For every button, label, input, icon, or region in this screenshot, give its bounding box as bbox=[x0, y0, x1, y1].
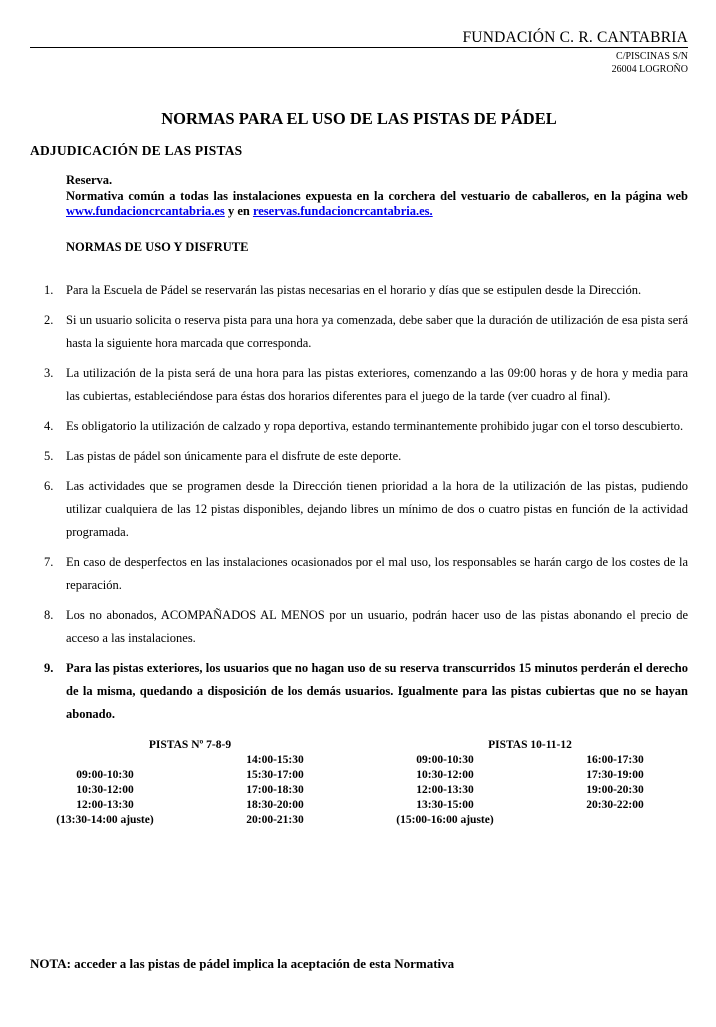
rules-list bbox=[30, 279, 688, 726]
rule-item-5 bbox=[30, 445, 688, 468]
rule-item-2 bbox=[30, 309, 688, 355]
org-address bbox=[30, 51, 688, 76]
rule-text: Las actividades que se programen desde la Dirección tienen prioridad a la hora de la utilización de las pistas, pudiendo utilizar cualquiera de las 12 pistas disponibles, dejando libres un mínimo de dos o cuatro pistas en función de la actividad programada. bbox=[66, 479, 688, 539]
rule-number: 8. bbox=[44, 608, 54, 622]
address-line-1: C/PISCINAS S/N bbox=[616, 51, 688, 62]
rule-text: La utilización de la pista será de una hora para las pistas exteriores, comenzando a las 09:00 horas y de hora y media para las cubiertas, estableciéndose para éstas dos horarios diferentes para el juego de la tarde (ver cuadro al final). bbox=[66, 366, 688, 403]
header-divider bbox=[30, 47, 688, 48]
schedule-cell: 13:30-15:00 bbox=[416, 799, 474, 811]
schedule-group-title-pistas-7-8-9: PISTAS Nº 7-8-9 bbox=[148, 739, 232, 751]
link-fundacion-website[interactable]: www.fundacioncrcantabria.es bbox=[66, 204, 225, 218]
address-line-2: 26004 LOGROÑO bbox=[611, 63, 688, 75]
schedule-cell: 10:30-12:00 bbox=[76, 784, 134, 796]
schedule-cell: 20:30-22:00 bbox=[586, 799, 644, 811]
rule-text: Para las pistas exteriores, los usuarios que no hagan uso de su reserva transcurridos 15 minutos perderán el derecho de la misma, quedando a disposición de los demás usuarios. Igualmente para las pistas cubiertas que no se hayan abonado. bbox=[66, 661, 688, 721]
schedule-cell: 20:00-21:30 bbox=[246, 814, 304, 826]
schedule-table bbox=[20, 738, 688, 828]
rule-number: 6. bbox=[44, 479, 54, 493]
rule-text: En caso de desperfectos en las instalaciones ocasionados por el mal uso, los responsables se harán cargo de los costes de la reparación. bbox=[66, 555, 688, 592]
rule-text: Es obligatorio la utilización de calzado y ropa deportiva, estando terminantemente prohibido jugar con el torso descubierto. bbox=[66, 419, 684, 433]
page-title: NORMAS PARA EL USO DE LAS PISTAS DE PÁDEL bbox=[161, 109, 557, 128]
schedule-cell: 10:30-12:00 bbox=[416, 769, 474, 781]
schedule-cell: 16:00-17:30 bbox=[586, 754, 644, 766]
rule-item-1 bbox=[30, 279, 688, 302]
reserva-text-before: Normativa común a todas las instalaciones expuesta en la corchera del vestuario de caballeros, en la página web bbox=[66, 188, 688, 203]
footer-note: NOTA: acceder a las pistas de pádel implica la aceptación de esta Normativa bbox=[30, 956, 455, 971]
schedule-cell-ajuste-left: (13:30-14:00 ajuste) bbox=[56, 814, 154, 826]
schedule-cell: 09:00-10:30 bbox=[76, 769, 134, 781]
rule-item-3 bbox=[30, 362, 688, 408]
rule-item-9 bbox=[30, 657, 688, 726]
rule-text: Para la Escuela de Pádel se reservarán las pistas necesarias en el horario y días que se estipulen desde la Dirección. bbox=[66, 283, 642, 297]
rule-item-8 bbox=[30, 604, 688, 650]
schedule-cell: 18:30-20:00 bbox=[246, 799, 304, 811]
schedule-cell: 17:30-19:00 bbox=[586, 769, 644, 781]
reserva-label: Reserva. bbox=[66, 173, 113, 187]
schedule-cell: 17:00-18:30 bbox=[246, 784, 304, 796]
rule-item-4 bbox=[30, 415, 688, 438]
org-name: FUNDACIÓN C. R. CANTABRIA bbox=[462, 29, 688, 46]
rule-number: 7. bbox=[44, 555, 54, 569]
reserva-paragraph bbox=[66, 189, 688, 220]
rule-number: 4. bbox=[44, 419, 54, 433]
rule-text: Las pistas de pádel son únicamente para el disfrute de este deporte. bbox=[66, 449, 402, 463]
link-reservas-website[interactable]: reservas.fundacioncrcantabria.es. bbox=[252, 204, 433, 218]
schedule-group-title-pistas-10-11-12: PISTAS 10-11-12 bbox=[488, 739, 572, 751]
rule-text: Si un usuario solicita o reserva pista para una hora ya comenzada, debe saber que la duración de utilización de esa pista será hasta la siguiente hora marcada que corresponda. bbox=[66, 313, 688, 350]
rule-number: 1. bbox=[44, 283, 54, 297]
rule-number: 3. bbox=[44, 366, 54, 380]
reserva-text-middle: y en bbox=[224, 204, 253, 218]
schedule-cell: 19:00-20:30 bbox=[586, 784, 644, 796]
schedule-cell bbox=[530, 813, 700, 828]
subsection-heading-normas: NORMAS DE USO Y DISFRUTE bbox=[66, 239, 249, 254]
schedule-cell-ajuste-right: (15:00-16:00 ajuste) bbox=[396, 814, 494, 826]
schedule-cell: 14:00-15:30 bbox=[246, 754, 304, 766]
schedule-cell: 12:00-13:30 bbox=[76, 799, 134, 811]
rule-text: Los no abonados, ACOMPAÑADOS AL MENOS por un usuario, podrán hacer uso de las pistas abonando el precio de acceso a las instalaciones. bbox=[66, 608, 688, 645]
rule-number: 9. bbox=[44, 661, 54, 675]
rule-item-6 bbox=[30, 475, 688, 544]
rule-number: 5. bbox=[44, 449, 54, 463]
rule-number: 2. bbox=[44, 313, 54, 327]
rule-item-7 bbox=[30, 551, 688, 597]
schedule-cell: 09:00-10:30 bbox=[416, 754, 474, 766]
schedule-cell: 12:00-13:30 bbox=[416, 784, 474, 796]
schedule-cell: 15:30-17:00 bbox=[246, 769, 304, 781]
schedule-cell bbox=[20, 753, 190, 768]
section-heading-adjudicacion: ADJUDICACIÓN DE LAS PISTAS bbox=[30, 143, 243, 158]
reserva-block bbox=[66, 173, 688, 220]
